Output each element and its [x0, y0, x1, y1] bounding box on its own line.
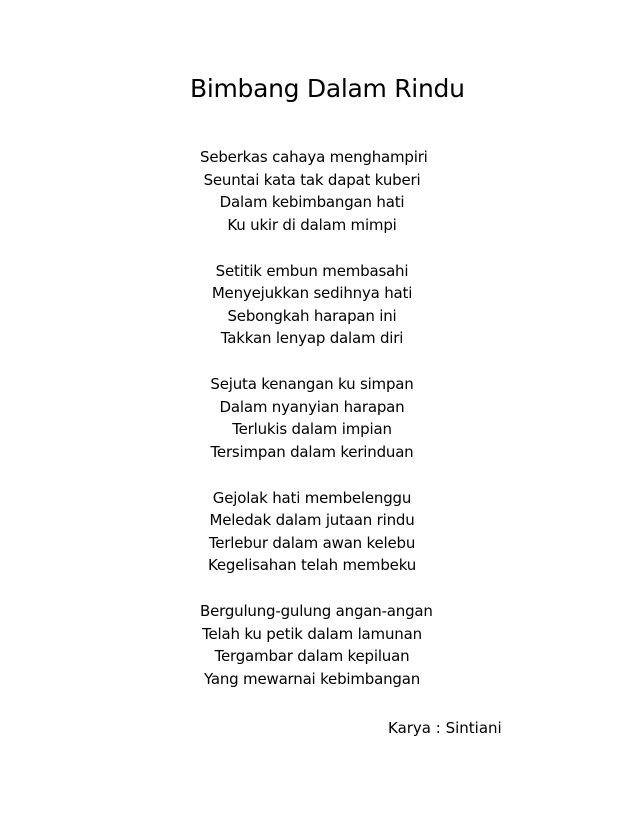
- poem-line: Kegelisahan telah membeku: [207, 556, 417, 574]
- poem-line: Meledak dalam jutaan rindu: [209, 511, 415, 529]
- poem-line: Terlebur dalam awan kelebu: [208, 533, 416, 552]
- poem-line: Gejolak hati membelenggu: [212, 488, 412, 507]
- poem-line: Tersimpan dalam kerinduan: [210, 442, 414, 461]
- poem-line: Seberkas cahaya menghampiri: [200, 148, 428, 166]
- poem-line: Takkan lenyap dalam diri: [220, 329, 404, 347]
- poem-line: Terlukis dalam impian: [232, 420, 392, 438]
- poem-line: Sebongkah harapan ini: [227, 306, 397, 325]
- poem-line: Sejuta kenangan ku simpan: [210, 375, 414, 393]
- stanza: [200, 373, 424, 463]
- poem-line: Bergulung-gulung angan-angan: [200, 602, 433, 620]
- poem-line: Setitik embun membasahi: [215, 261, 409, 280]
- stanza: [200, 146, 428, 236]
- poem-line: Telah ku petik dalam lamunan: [202, 624, 422, 643]
- poem-title: Bimbang Dalam Rindu: [190, 74, 465, 103]
- stanza: [200, 487, 424, 577]
- poem-line: Menyejukkan sedihnya hati: [211, 284, 413, 302]
- poem-line: Seuntai kata tak dapat kuberi: [203, 170, 421, 189]
- stanza: [200, 260, 424, 350]
- poem-line: Tergambar dalam kepiluan: [214, 647, 410, 665]
- poem-line: Dalam nyanyian harapan: [219, 397, 405, 416]
- author-credit: Karya : Sintiani: [388, 719, 502, 737]
- poem-line: Ku ukir di dalam mimpi: [227, 215, 397, 234]
- poem-line: Dalam kebimbangan hati: [219, 193, 405, 211]
- stanza: [200, 600, 433, 690]
- poem-line: Yang mewarnai kebimbangan: [203, 669, 421, 688]
- poem-body: [200, 146, 433, 714]
